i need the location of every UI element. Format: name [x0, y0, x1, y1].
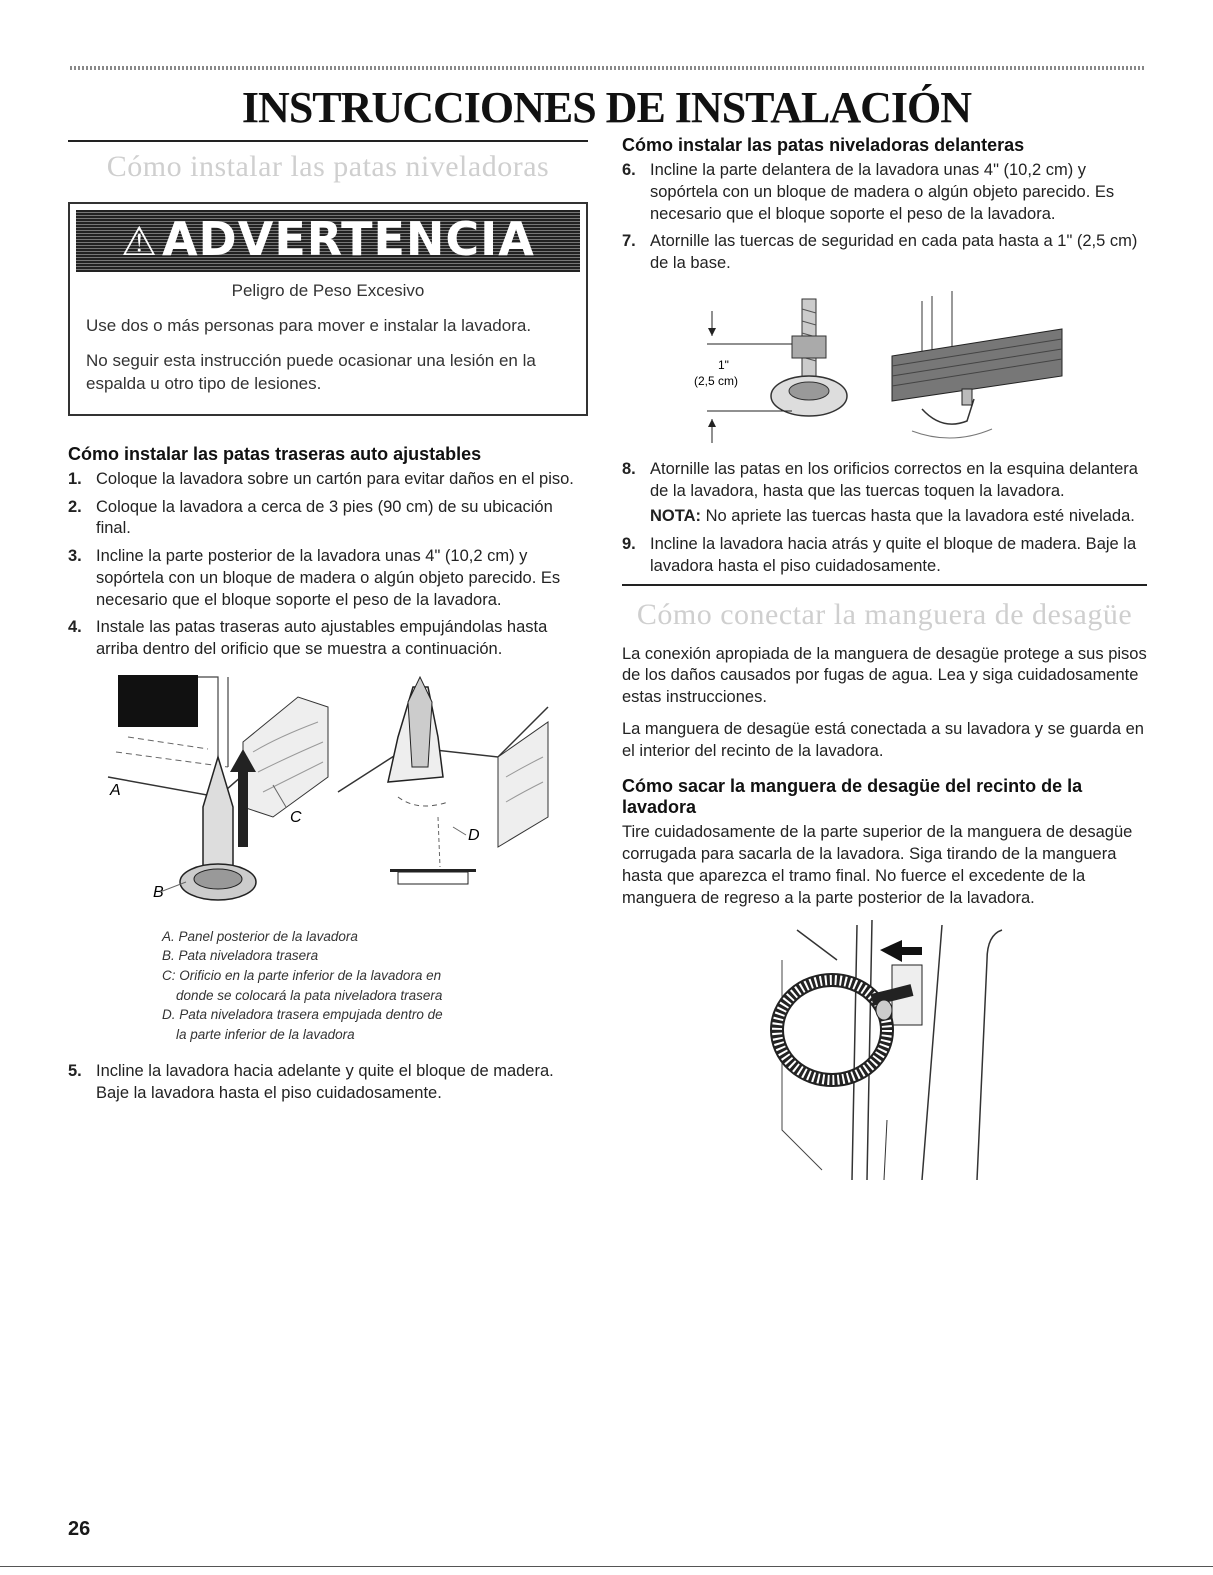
front-leg-illustration	[622, 281, 1147, 446]
caption-c: C: Orificio en la parte inferior de la lavadora en	[162, 967, 442, 983]
step-text: Atornille las patas en los orificios correctos en la esquina delantera de la lavadora, hasta que las tuercas toquen la lavadora.	[650, 459, 1138, 500]
step-number: 4.	[68, 618, 82, 637]
step-text: Incline la parte delantera de la lavadora unas 4" (10,2 cm) y sopórtela con un bloque de madera o algún objeto parecido. Es necesario que el bloque soporte el peso de la lavadora.	[650, 161, 1115, 223]
step-4	[68, 617, 588, 661]
page-number: 26	[68, 1518, 91, 1540]
step-number: 8.	[622, 459, 636, 478]
step-number: 7.	[622, 232, 636, 251]
note	[650, 506, 1147, 528]
section-rule	[68, 140, 588, 142]
figure-captions	[162, 928, 588, 1043]
drain-para-3: Tire cuidadosamente de la parte superior de la manguera de desagüe corrugada para sacarla de la lavadora. Siga tirando de la manguera hasta que aparezca el tramo final. No fuerce el excedente de la manguera de regreso a la parte posterior de la lavadora.	[622, 823, 1133, 907]
step-6	[622, 160, 1147, 225]
step-8	[622, 459, 1147, 528]
step-text: Coloque la lavadora sobre un cartón para evitar daños en el piso.	[96, 469, 574, 488]
step-text: Incline la lavadora hacia atrás y quite el bloque de madera. Baje la lavadora hasta el piso cuidadosamente.	[650, 535, 1137, 575]
warning-line-1: Use dos o más personas para mover e instalar la lavadora.	[86, 315, 532, 335]
warning-body	[70, 272, 586, 414]
step-text: Coloque la lavadora a cerca de 3 pies (90 cm) de su ubicación final.	[96, 497, 553, 538]
remove-hose-heading: Cómo sacar la manguera de desagüe del recinto de la lavadora	[622, 776, 1083, 818]
note-text: No apriete las tuercas hasta que la lavadora esté nivelada.	[701, 507, 1135, 526]
step-number: 5.	[68, 1062, 82, 1081]
caption-d-cont: la parte inferior de la lavadora	[176, 1026, 355, 1042]
figure-label-d: D	[468, 826, 480, 844]
caption-b: B. Pata niveladora trasera	[162, 948, 319, 964]
drain-para-2: La manguera de desagüe está conectada a su lavadora y se guarda en el interior del recinto de la lavadora.	[622, 719, 1144, 760]
step-text: Instale las patas traseras auto ajustables empujándolas hasta arriba dentro del orificio que se muestra a continuación.	[96, 618, 548, 659]
rear-panel-shape	[118, 675, 198, 727]
section-rule	[622, 584, 1147, 586]
step-2	[68, 497, 588, 541]
right-column	[622, 135, 1147, 1195]
figure-label-a: A	[110, 781, 121, 799]
front-legs-steps-b	[622, 459, 1147, 578]
step-number: 6.	[622, 161, 636, 179]
step-number: 2.	[68, 497, 82, 516]
step-1	[68, 469, 588, 491]
left-column	[68, 140, 588, 1111]
section-heading-drain-hose: Cómo conectar la manguera de desagüe	[636, 597, 1133, 631]
step-number: 3.	[68, 547, 82, 566]
step-text: Incline la lavadora hacia adelante y quite el bloque de madera. Baje la lavadora hasta el piso cuidadosamente.	[96, 1062, 554, 1102]
dimension-inches: 1"	[718, 357, 729, 372]
figure-label-b: B	[153, 883, 164, 901]
step-text: Incline la parte posterior de la lavadora unas 4" (10,2 cm) y sopórtela con un bloque de madera o algún objeto parecido. Es necesario que el bloque soporte el peso de la lavadora.	[96, 547, 561, 609]
direction-arrow-icon	[880, 940, 922, 962]
step-5	[68, 1061, 588, 1105]
section-heading-leveling-legs: Cómo instalar las patas niveladoras	[106, 150, 550, 183]
warning-banner	[76, 210, 580, 272]
drain-hose-illustration	[622, 920, 1147, 1190]
step-3	[68, 546, 588, 611]
warning-label: ADVERTENCIA	[161, 212, 535, 266]
caption-d: D. Pata niveladora trasera empujada dentro de	[162, 1007, 443, 1023]
warning-box	[68, 202, 588, 416]
step-text: Atornille las tuercas de seguridad en cada pata hasta a 1" (2,5 cm) de la base.	[650, 232, 1138, 273]
page-title: INSTRUCCIONES DE INSTALACIÓN	[241, 83, 972, 132]
front-legs-heading: Cómo instalar las patas niveladoras delanteras	[622, 135, 1025, 155]
drain-para-1: La conexión apropiada de la manguera de desagüe protege a sus pisos de los daños causados por fugas de agua. Lea y siga cuidadosamente estas instrucciones.	[622, 644, 1147, 707]
warning-line-2: No seguir esta instrucción puede ocasionar una lesión en la espalda u otro tipo de lesiones.	[86, 350, 536, 393]
warning-subtitle: Peligro de Peso Excesivo	[231, 281, 425, 300]
rear-leg-illustration	[68, 667, 588, 917]
front-legs-steps	[622, 160, 1147, 275]
rear-legs-heading: Cómo instalar las patas traseras auto ajustables	[68, 443, 482, 464]
step-number: 1.	[68, 469, 82, 488]
bottom-rule	[0, 1566, 1213, 1567]
caption-c-cont: donde se colocará la pata niveladora trasera	[176, 987, 443, 1003]
caption-a: A. Panel posterior de la lavadora	[162, 928, 358, 944]
warning-triangle-icon: ⚠	[121, 219, 158, 265]
figure-label-c: C	[290, 808, 302, 826]
step-9	[622, 534, 1147, 578]
step-7	[622, 231, 1147, 275]
rear-legs-step-5	[68, 1061, 588, 1105]
step-number: 9.	[622, 535, 636, 554]
note-label: NOTA:	[650, 507, 702, 526]
dimension-cm: (2,5 cm)	[694, 373, 739, 388]
top-dotted-rule	[70, 66, 1145, 70]
rear-legs-steps	[68, 469, 588, 661]
